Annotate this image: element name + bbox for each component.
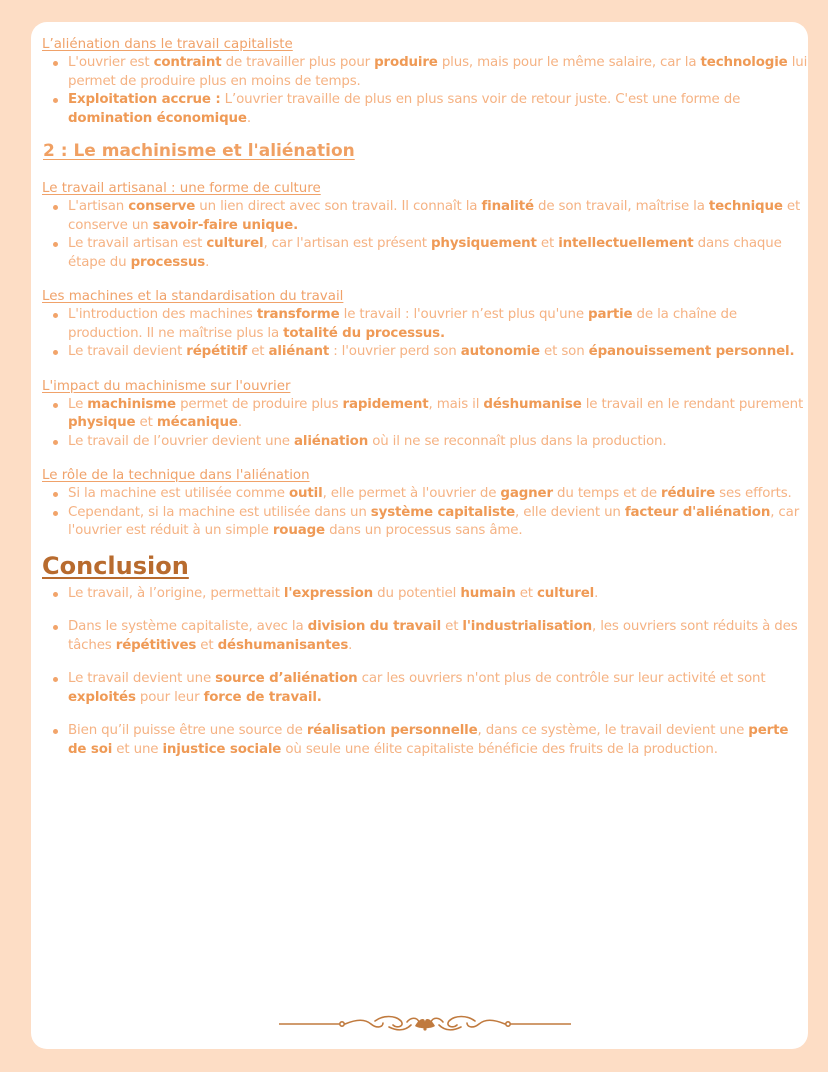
emphasis-text: injustice sociale — [162, 741, 282, 757]
emphasis-text: réalisation personnelle — [306, 723, 478, 738]
list-item: Le machinisme permet de produire plus rapidement, mais il déshumanise le travail en le rendant purement physique et mécanique. — [42, 396, 808, 433]
emphasis-text: l'expression — [283, 585, 374, 601]
list-item: Le travail, à l’origine, permettait l'expression du potentiel humain et culturel. — [42, 585, 808, 604]
emphasis-text: répétitif — [186, 344, 248, 359]
emphasis-text: culturel — [206, 236, 264, 251]
emphasis-text: répétitives — [115, 637, 197, 653]
emphasis-text: force de travail. — [203, 689, 322, 705]
emphasis-text: système capitaliste — [370, 504, 516, 520]
emphasis-text: déshumanise — [483, 396, 582, 412]
bullet-list — [42, 396, 808, 452]
list-item: Si la machine est utilisée comme outil, elle permet à l'ouvrier de gagner du temps et de réduire ses efforts. — [42, 485, 808, 504]
emphasis-text: aliénation — [294, 433, 369, 449]
section-subtitle: Le travail artisanal : une forme de culture — [42, 181, 321, 196]
list-item: Bien qu’il puisse être une source de réalisation personnelle, dans ce système, le travail devient une perte de soi et une injustice sociale où seule une élite capitaliste bénéficie des fruits de la production. — [42, 722, 808, 759]
list-item: Cependant, si la machine est utilisée dans un système capitaliste, elle devient un facteur d'aliénation, car l'ouvrier est réduit à un simple rouage dans un processus sans âme. — [42, 504, 808, 541]
emphasis-text: domination économique — [68, 110, 247, 126]
emphasis-text: outil — [288, 486, 323, 501]
bullet-list — [42, 54, 808, 128]
emphasis-text: totalité du processus. — [283, 325, 445, 341]
emphasis-text: source d’aliénation — [215, 671, 358, 686]
section-subtitle: L'impact du machinisme sur l'ouvrier — [42, 378, 291, 394]
emphasis-text: intellectuellement — [558, 236, 694, 251]
conclusion-list — [42, 585, 808, 760]
section-impact-machinisme — [42, 378, 808, 452]
emphasis-text: division du travail — [307, 619, 442, 634]
emphasis-text: épanouissement personnel. — [588, 344, 795, 359]
emphasis-text: Exploitation accrue : — [68, 92, 221, 107]
emphasis-text: réduire — [661, 486, 716, 501]
emphasis-text: gagner — [500, 486, 553, 501]
emphasis-text: autonomie — [460, 344, 540, 359]
section-machines-standardisation — [42, 288, 808, 362]
section-alienation-capitaliste — [42, 36, 808, 128]
list-item: Exploitation accrue : L’ouvrier travaille de plus en plus sans voir de retour juste. C'est une forme de domination économique. — [42, 91, 808, 128]
emphasis-text: rouage — [272, 523, 325, 538]
emphasis-text: aliénant — [268, 344, 330, 359]
list-item: Le travail devient répétitif et aliénant : l'ouvrier perd son autonomie et son épanouissement personnel. — [42, 343, 808, 362]
emphasis-text: partie — [588, 307, 633, 322]
bullet-list — [42, 485, 808, 541]
document-content — [42, 36, 808, 774]
section-subtitle: Le rôle de la technique dans l'aliénation — [42, 468, 310, 483]
bullet-list — [42, 198, 808, 272]
list-item: Le travail de l’ouvrier devient une aliénation où il ne se reconnaît plus dans la production. — [42, 433, 808, 452]
emphasis-text: mécanique — [156, 415, 238, 430]
section-subtitle: L’aliénation dans le travail capitaliste — [42, 37, 293, 52]
list-item: L'artisan conserve un lien direct avec son travail. Il connaît la finalité de son travail, maîtrise la technique et conserve un savoir-faire unique. — [42, 198, 808, 235]
list-item: L'ouvrier est contraint de travailler plus pour produire plus, mais pour le même salaire, car la technologie lui permet de produire plus en moins de temps. — [42, 54, 808, 91]
document-card — [31, 22, 808, 1049]
emphasis-text: produire — [374, 55, 438, 70]
emphasis-text: physiquement — [431, 236, 537, 251]
list-item: L'introduction des machines transforme le travail : l'ouvrier n’est plus qu'une partie de la chaîne de production. Il ne maîtrise plus la totalité du processus. — [42, 306, 808, 343]
section-travail-artisanal — [42, 180, 808, 272]
emphasis-text: transforme — [256, 307, 340, 322]
emphasis-text: physique — [68, 415, 136, 430]
emphasis-text: l'industrialisation — [462, 619, 593, 634]
emphasis-text: contraint — [153, 55, 222, 70]
emphasis-text: culturel — [537, 585, 595, 601]
emphasis-text: technologie — [700, 55, 788, 70]
emphasis-text: humain — [460, 585, 516, 601]
section-heading-2: 2 : Le machinisme et l'aliénation — [43, 141, 355, 161]
emphasis-text: déshumanisantes — [217, 637, 349, 653]
bullet-list — [42, 306, 808, 362]
section-subtitle: Les machines et la standardisation du travail — [42, 289, 344, 304]
list-item: Dans le système capitaliste, avec la division du travail et l'industrialisation, les ouvriers sont réduits à des tâches répétitives et déshumanisantes. — [42, 618, 808, 655]
emphasis-text: facteur d'aliénation — [624, 504, 771, 520]
emphasis-text: technique — [708, 199, 783, 214]
emphasis-text: perte de soi — [68, 723, 789, 757]
emphasis-text: processus — [130, 254, 206, 270]
emphasis-text: exploités — [68, 689, 136, 705]
emphasis-text: rapidement — [342, 396, 429, 412]
emphasis-text: savoir-faire unique. — [152, 217, 299, 233]
emphasis-text: finalité — [481, 199, 534, 214]
section-role-technique — [42, 467, 808, 541]
list-item: Le travail artisan est culturel, car l'artisan est présent physiquement et intellectuellement dans chaque étape du processus. — [42, 235, 808, 272]
emphasis-text: machinisme — [87, 396, 176, 412]
emphasis-text: conserve — [128, 199, 196, 214]
list-item: Le travail devient une source d’aliénation car les ouvriers n'ont plus de contrôle sur leur activité et sont exploités pour leur force de travail. — [42, 670, 808, 707]
ornament-divider-icon — [279, 1013, 571, 1035]
conclusion-heading: Conclusion — [42, 551, 189, 580]
